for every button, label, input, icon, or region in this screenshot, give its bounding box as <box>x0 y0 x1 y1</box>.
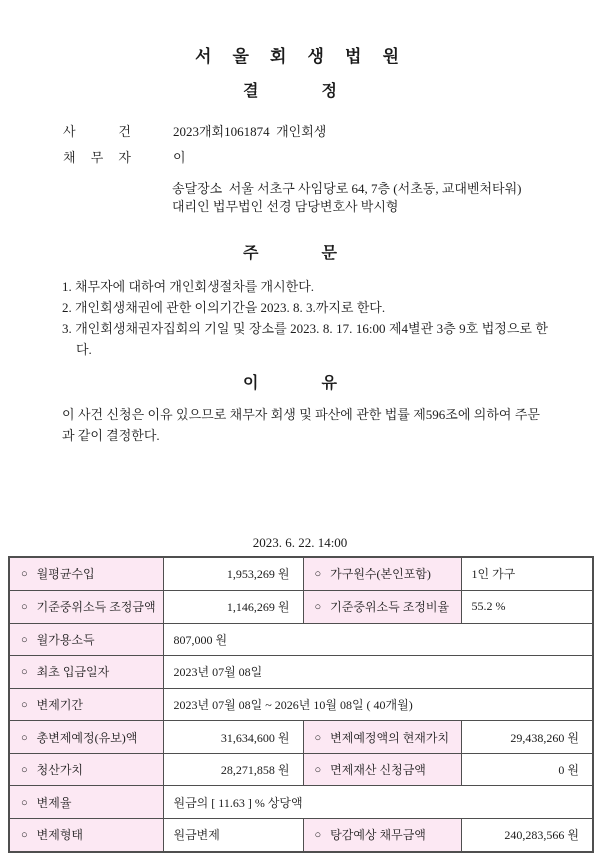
table-row <box>9 557 593 590</box>
cell-value: 240,283,566 원 <box>461 818 593 852</box>
order-heading: 주 문 <box>243 245 337 262</box>
cell-label-text: 기준중위소득 조정금액 <box>36 600 156 615</box>
case-label: 사 건 <box>63 124 131 139</box>
cell-label <box>303 721 461 754</box>
circle-bullet-icon: ○ <box>21 796 28 809</box>
order-item: 2. 개인회생채권에 관한 이의기간을 2023. 8. 3.까지로 한다. <box>62 300 386 315</box>
field-row-case <box>63 121 326 140</box>
attorney-line: 대리인 법무법인 선경 담당변호사 박시형 <box>172 199 399 214</box>
cell-value: 원금변제 <box>163 818 303 852</box>
order-list <box>62 276 548 360</box>
cell-label-text: 월평균수입 <box>36 567 95 582</box>
cell-label <box>9 688 163 721</box>
cell-label <box>303 557 461 590</box>
circle-bullet-icon: ○ <box>21 698 28 711</box>
circle-bullet-icon: ○ <box>314 829 322 842</box>
cell-label-text: 최초 입금일자 <box>36 665 110 680</box>
cell-label-text: 변제형태 <box>36 828 84 843</box>
cell-label-text: 총변제예정(유보)액 <box>36 730 138 745</box>
reason-paragraph: 이 사건 신청은 이유 있으므로 채무자 회생 및 파산에 관한 법률 제596조에 의하여 주문과 같이 결정한다. <box>62 407 540 443</box>
cell-label <box>9 753 163 786</box>
cell-value: 55.2 % <box>461 590 593 623</box>
cell-value: 0 원 <box>461 753 593 786</box>
cell-label-text: 변제기간 <box>36 697 84 712</box>
circle-bullet-icon: ○ <box>21 764 28 777</box>
debtor-name: 이 <box>173 150 186 165</box>
cell-value: 31,634,600 원 <box>163 721 303 754</box>
decision-heading: 결 정 <box>243 83 337 100</box>
reason-heading: 이 유 <box>243 375 337 392</box>
circle-bullet-icon: ○ <box>21 633 28 646</box>
cell-label-text: 변제율 <box>36 795 72 810</box>
table-row <box>9 688 593 721</box>
circle-bullet-icon: ○ <box>314 601 322 614</box>
cell-label-text: 탕감예상 채무금액 <box>330 828 426 843</box>
order-item: 1. 채무자에 대하여 개인회생절차를 개시한다. <box>62 279 315 294</box>
cell-value: 2023년 07월 08일 <box>163 656 593 689</box>
table-row <box>9 590 593 623</box>
cell-label <box>9 590 163 623</box>
cell-value: 1,953,269 원 <box>163 557 303 590</box>
cell-value: 807,000 원 <box>163 623 593 656</box>
circle-bullet-icon: ○ <box>21 731 28 744</box>
page-title: 서 울 회 생 법 원 <box>195 47 399 66</box>
cell-label <box>9 818 163 852</box>
service-address: 송달장소 서울 서초구 사임당로 64, 7층 (서초동, 교대벤처타워) <box>172 181 522 196</box>
circle-bullet-icon: ○ <box>21 568 28 581</box>
cell-value: 2023년 07월 08일 ~ 2026년 10월 08일 ( 40개월) <box>163 688 593 721</box>
cell-value: 원금의 [ 11.63 ] % 상당액 <box>163 786 593 819</box>
circle-bullet-icon: ○ <box>314 731 322 744</box>
table-row <box>9 753 593 786</box>
cell-label <box>303 753 461 786</box>
cell-label <box>9 623 163 656</box>
table-row <box>9 818 593 852</box>
table-row <box>9 786 593 819</box>
cell-value: 1인 가구 <box>461 557 593 590</box>
cell-label-text: 기준중위소득 조정비율 <box>330 600 450 615</box>
cell-value: 1,146,269 원 <box>163 590 303 623</box>
case-number: 2023개회1061874 개인회생 <box>173 124 327 139</box>
cell-label-text: 가구원수(본인포함) <box>330 567 431 582</box>
circle-bullet-icon: ○ <box>21 829 28 842</box>
cell-label <box>9 786 163 819</box>
field-row-debtor <box>63 147 186 166</box>
cell-label-text: 청산가치 <box>36 763 84 778</box>
cell-label <box>303 818 461 852</box>
cell-value: 29,438,260 원 <box>461 721 593 754</box>
cell-label <box>9 656 163 689</box>
table-row <box>9 656 593 689</box>
cell-label <box>303 590 461 623</box>
cell-label <box>9 721 163 754</box>
repayment-info-table <box>8 556 594 853</box>
table-row <box>9 721 593 754</box>
decision-datetime: 2023. 6. 22. 14:00 <box>252 535 348 550</box>
cell-label-text: 면제재산 신청금액 <box>330 763 426 778</box>
cell-label-text: 변제예정액의 현재가치 <box>330 730 450 745</box>
cell-label-text: 월가용소득 <box>36 632 95 647</box>
table-row <box>9 623 593 656</box>
circle-bullet-icon: ○ <box>314 764 322 777</box>
cell-label <box>9 557 163 590</box>
order-item: 3. 개인회생채권자집회의 기일 및 장소를 2023. 8. 17. 16:00 제4별관 3층 9호 법정으로 한다. <box>62 321 548 357</box>
circle-bullet-icon: ○ <box>314 568 322 581</box>
debtor-label: 채 무 자 <box>63 150 131 165</box>
circle-bullet-icon: ○ <box>21 601 28 614</box>
cell-value: 28,271,858 원 <box>163 753 303 786</box>
circle-bullet-icon: ○ <box>21 666 28 679</box>
